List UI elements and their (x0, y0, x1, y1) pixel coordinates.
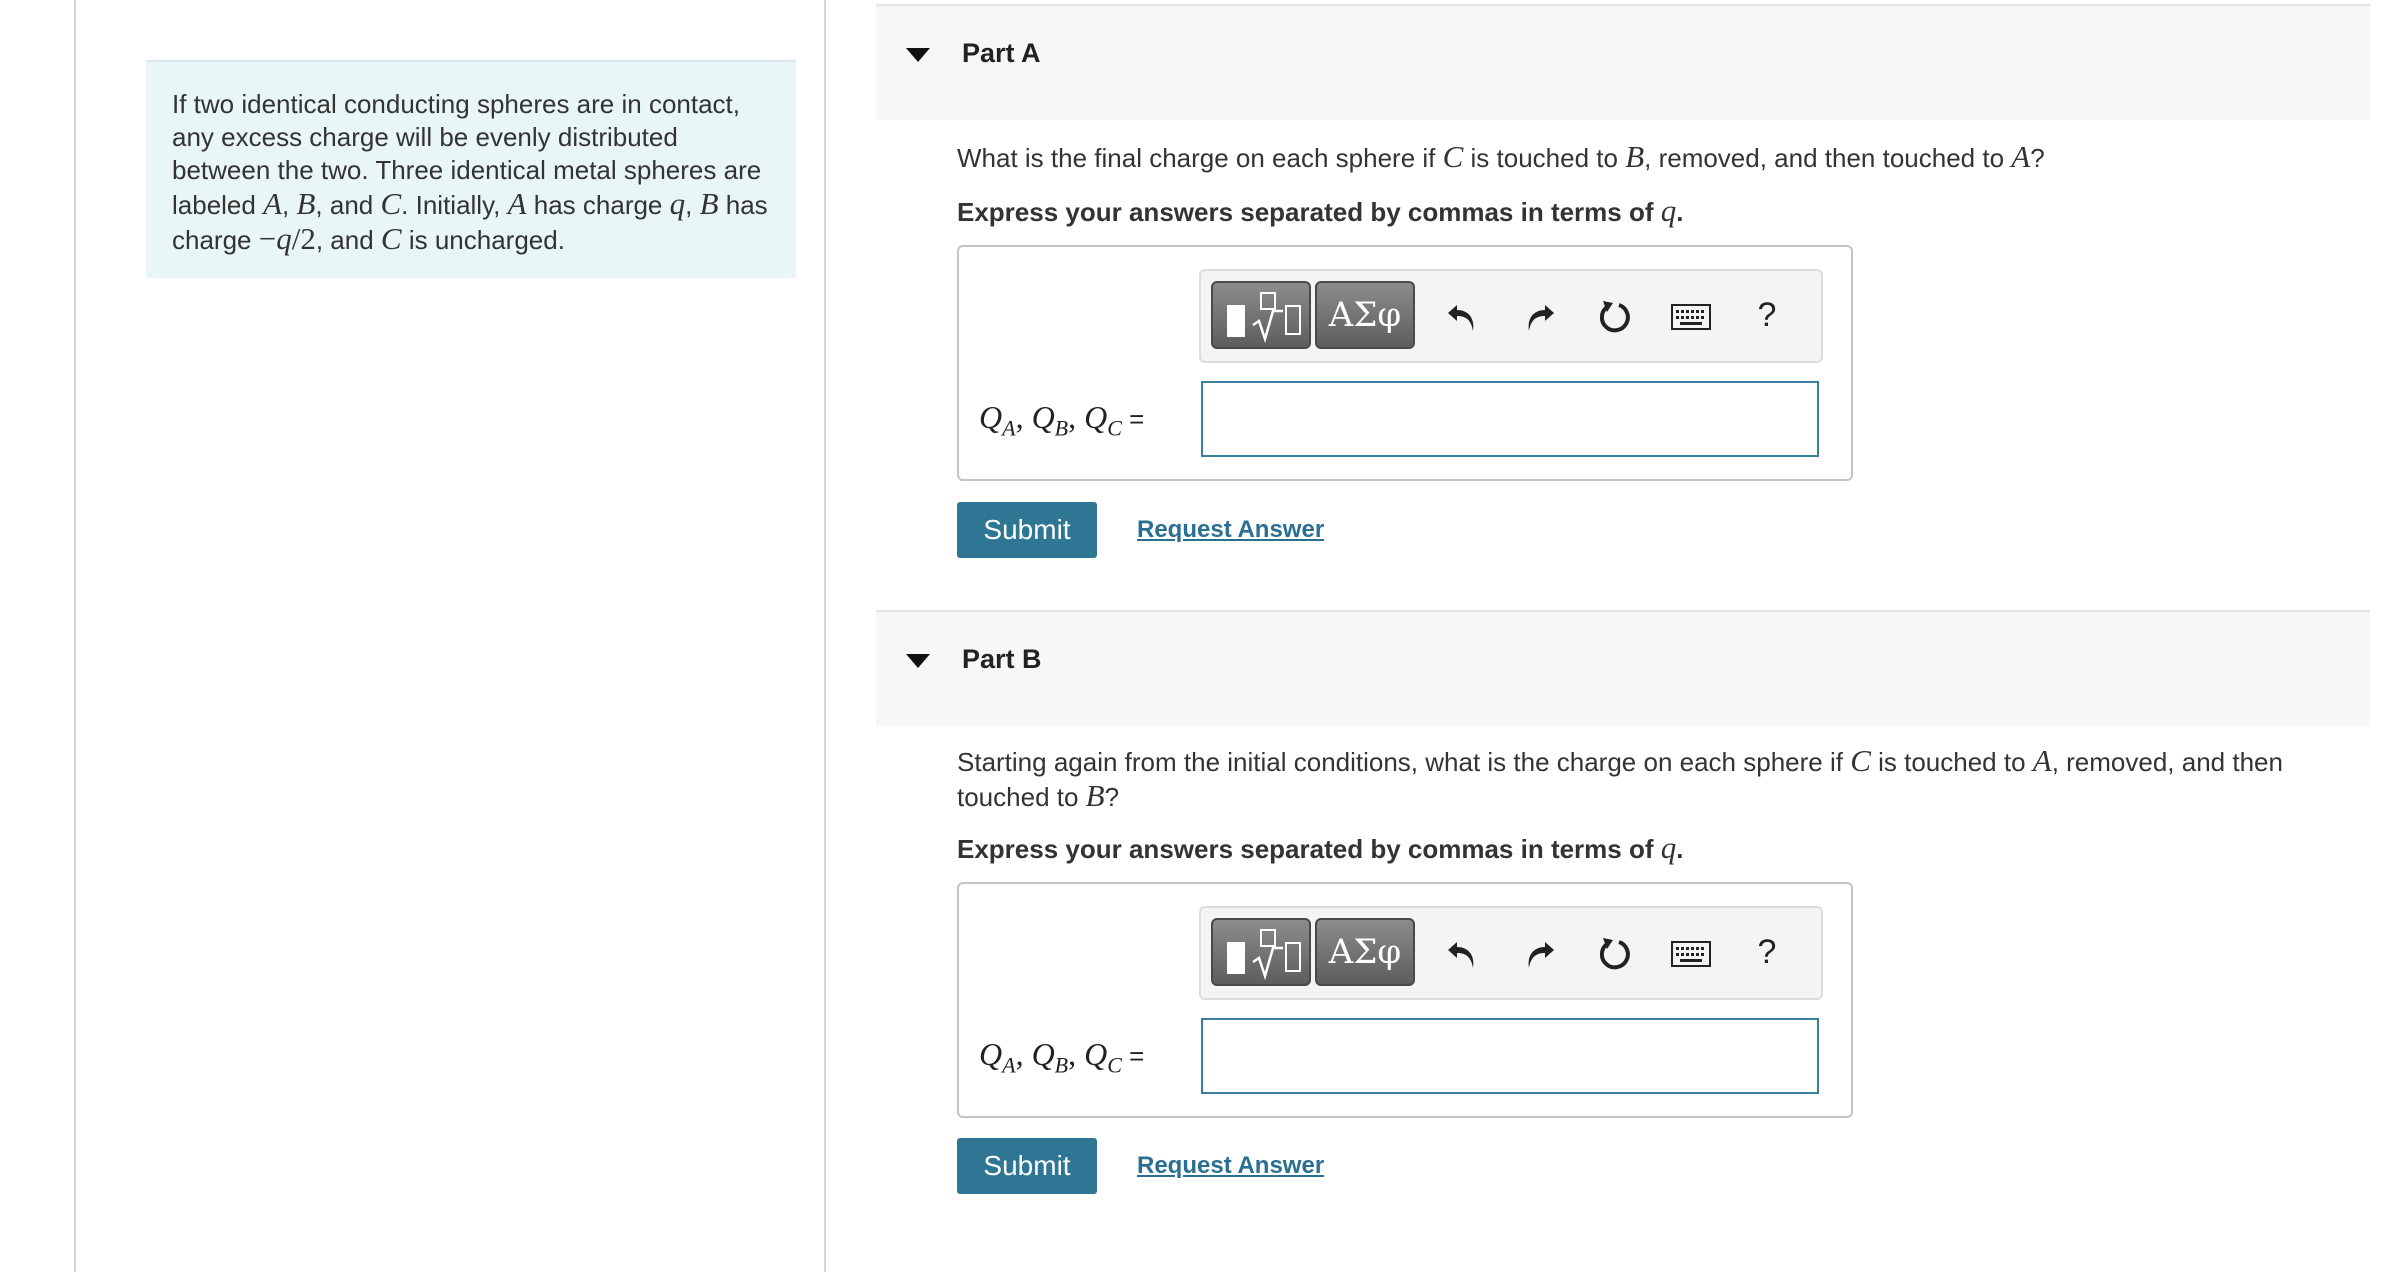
var-q: Q (1031, 1036, 1055, 1072)
part-b-header[interactable] (876, 610, 2370, 726)
math-toolbar (1199, 906, 1823, 1000)
question-text: is touched to (1463, 143, 1626, 173)
part-a-header[interactable] (876, 4, 2370, 120)
var-c: C (1442, 139, 1464, 174)
help-icon[interactable]: ? (1757, 295, 1777, 334)
part-a-instruction (957, 193, 1683, 229)
var-q: q (1660, 193, 1677, 228)
intro-text: is uncharged. (401, 225, 565, 255)
var-q: Q (1084, 1036, 1108, 1072)
part-b-answer-input[interactable] (1201, 1018, 1819, 1094)
box-icon (1285, 305, 1301, 335)
var-c: C (380, 186, 402, 221)
intro-text: has charge (172, 190, 768, 255)
intro-text: has charge (526, 190, 670, 220)
sqrt-icon (1251, 291, 1285, 343)
var-a: A (507, 186, 527, 221)
left-divider (74, 0, 76, 1272)
question-text: , removed, and then touched to (957, 747, 2283, 812)
box-icon (1285, 942, 1301, 972)
part-b-submit-button[interactable]: Submit (957, 1138, 1097, 1194)
part-a-question (957, 140, 2377, 175)
var-a: A (2011, 139, 2031, 174)
part-b-answer-box (957, 882, 1853, 1118)
var-q: q (669, 186, 686, 221)
templates-button[interactable] (1211, 918, 1311, 986)
question-text: , removed, and then touched to (1644, 143, 2012, 173)
part-b-question (957, 744, 2377, 814)
part-a-title: Part A (962, 38, 1041, 68)
intro-text: If two identical conducting spheres are in contact, any excess charge will be evenly distributed between the two. Three identical metal spheres are labeled (172, 89, 762, 220)
instruction-text: Express your answers separated by commas in terms of (957, 197, 1661, 227)
sub-c: C (1107, 1052, 1122, 1078)
question-text: ? (1104, 782, 1120, 812)
intro-text: , and (315, 190, 381, 220)
greek-icon: ΑΣφ (1328, 932, 1402, 972)
var-q: Q (979, 1036, 1003, 1072)
var-q: Q (1031, 399, 1055, 435)
sqrt-icon (1251, 928, 1285, 980)
greek-button[interactable] (1315, 281, 1415, 349)
var-a: A (263, 186, 283, 221)
redo-icon[interactable] (1515, 293, 1563, 341)
question-text: is touched to (1870, 747, 2033, 777)
keyboard-icon[interactable] (1667, 930, 1715, 978)
sub-b: B (1054, 1052, 1069, 1078)
var-q: q (1660, 830, 1677, 865)
column-divider (824, 0, 826, 1272)
problem-intro (146, 60, 796, 278)
var-b: B (699, 186, 719, 221)
var-b: B (296, 186, 316, 221)
part-a-answer-box (957, 245, 1853, 481)
sub-a: A (1002, 415, 1016, 441)
var-c: C (1850, 743, 1871, 778)
answer-label (979, 1036, 1144, 1078)
comma: , (1068, 399, 1085, 435)
reset-icon[interactable] (1591, 930, 1639, 978)
var-b: B (1085, 778, 1105, 813)
reset-icon[interactable] (1591, 293, 1639, 341)
keyboard-icon[interactable] (1667, 293, 1715, 341)
question-text: ? (2030, 143, 2045, 173)
math-toolbar (1199, 269, 1823, 363)
sub-c: C (1107, 415, 1122, 441)
part-b-title: Part B (962, 644, 1042, 674)
var-a: A (2032, 743, 2052, 778)
equals-sign: = (1121, 1041, 1145, 1071)
undo-icon[interactable] (1439, 930, 1487, 978)
instruction-text: . (1676, 834, 1684, 864)
question-text: What is the final charge on each sphere if (957, 143, 1443, 173)
collapse-caret-icon[interactable] (906, 48, 930, 62)
instruction-text: . (1676, 197, 1684, 227)
templates-icon (1227, 942, 1245, 974)
var-c: C (380, 221, 402, 256)
help-icon[interactable]: ? (1757, 932, 1777, 971)
part-a-answer-input[interactable] (1201, 381, 1819, 457)
templates-icon (1227, 305, 1245, 337)
var-q: Q (979, 399, 1003, 435)
var-q: q (276, 221, 292, 256)
intro-text: , (282, 190, 297, 220)
greek-button[interactable] (1315, 918, 1415, 986)
templates-button[interactable] (1211, 281, 1311, 349)
equals-sign: = (1121, 404, 1145, 434)
minus-sign: − (258, 221, 277, 256)
collapse-caret-icon[interactable] (906, 654, 930, 668)
var-b: B (1625, 139, 1645, 174)
intro-text: . Initially, (401, 190, 508, 220)
part-a-request-answer-link[interactable]: Request Answer (1137, 516, 1325, 543)
part-b-instruction (957, 830, 1683, 866)
part-a-submit-button[interactable]: Submit (957, 502, 1097, 558)
comma: , (1068, 1036, 1085, 1072)
sub-b: B (1054, 415, 1069, 441)
instruction-text: Express your answers separated by commas in terms of (957, 834, 1661, 864)
undo-icon[interactable] (1439, 293, 1487, 341)
greek-icon: ΑΣφ (1328, 295, 1402, 335)
comma: , (1015, 1036, 1032, 1072)
intro-text: , and (315, 225, 381, 255)
sub-a: A (1002, 1052, 1016, 1078)
question-text: Starting again from the initial conditions, what is the charge on each sphere if (957, 747, 1851, 777)
fraction-half: /2 (291, 221, 316, 256)
redo-icon[interactable] (1515, 930, 1563, 978)
part-b-request-answer-link[interactable]: Request Answer (1137, 1152, 1325, 1179)
answer-label (979, 399, 1144, 441)
intro-text: , (685, 190, 700, 220)
var-q: Q (1084, 399, 1108, 435)
comma: , (1015, 399, 1032, 435)
